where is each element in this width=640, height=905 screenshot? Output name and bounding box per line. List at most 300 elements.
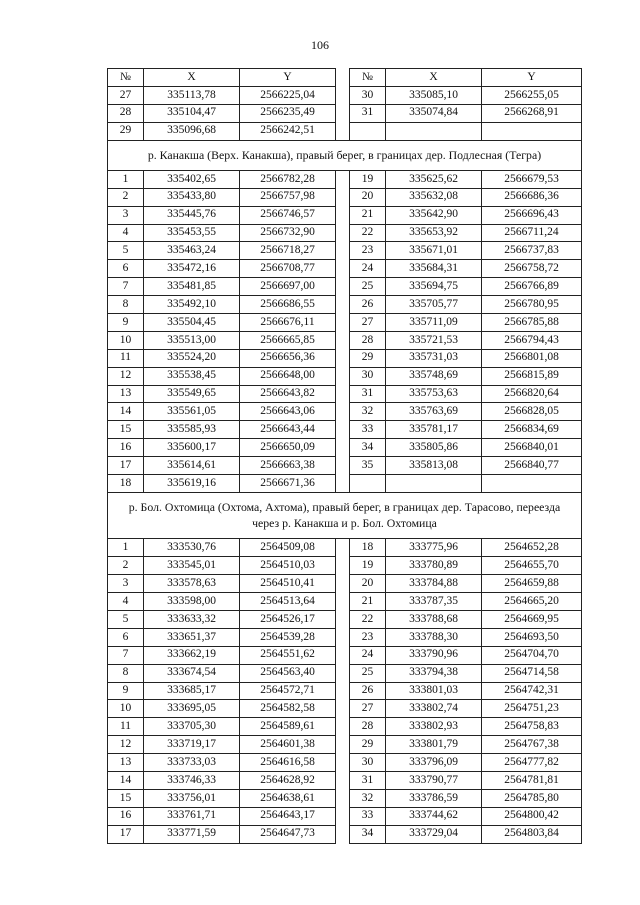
left-y-coordinate: 2566663,38 [240, 457, 336, 475]
right-point-number: 25 [350, 278, 386, 296]
right-point-number: 32 [350, 403, 386, 421]
left-x-coordinate: 333674,54 [144, 664, 240, 682]
right-y-coordinate: 2564704,70 [482, 646, 582, 664]
right-point-number: 29 [350, 349, 386, 367]
left-x-coordinate: 333695,05 [144, 700, 240, 718]
section-title-row [108, 140, 582, 170]
table-row [108, 104, 582, 122]
right-point-number: 30 [350, 367, 386, 385]
left-y-coordinate: 2564647,73 [240, 825, 336, 843]
right-y-coordinate: 2566794,43 [482, 331, 582, 349]
left-y-coordinate: 2566671,36 [240, 474, 336, 492]
right-y-coordinate: 2566820,64 [482, 385, 582, 403]
left-y-coordinate: 2566656,36 [240, 349, 336, 367]
left-x-coordinate: 333733,03 [144, 754, 240, 772]
column-gap [336, 771, 350, 789]
right-x-coordinate: 333775,96 [386, 539, 482, 557]
column-gap [336, 296, 350, 314]
left-x-coordinate: 333598,00 [144, 593, 240, 611]
left-y-coordinate: 2564628,92 [240, 771, 336, 789]
right-x-coordinate: 333788,30 [386, 628, 482, 646]
right-x-coordinate: 333802,74 [386, 700, 482, 718]
right-x-coordinate: 335813,08 [386, 457, 482, 475]
right-point-number: 24 [350, 260, 386, 278]
right-y-coordinate: 2564758,83 [482, 718, 582, 736]
right-point-number: 26 [350, 296, 386, 314]
left-x-coordinate: 335524,20 [144, 349, 240, 367]
table-row [108, 260, 582, 278]
right-y-coordinate: 2564659,88 [482, 575, 582, 593]
left-y-coordinate: 2566242,51 [240, 122, 336, 140]
left-point-number: 10 [108, 331, 144, 349]
right-x-coordinate: 333796,09 [386, 754, 482, 772]
right-point-number: 19 [350, 170, 386, 188]
table-row [108, 331, 582, 349]
column-gap [336, 457, 350, 475]
left-x-coordinate: 335113,78 [144, 86, 240, 104]
column-gap [336, 700, 350, 718]
right-x-coordinate: 335632,08 [386, 188, 482, 206]
right-x-coordinate: 335684,31 [386, 260, 482, 278]
table-row [108, 789, 582, 807]
right-y-coordinate: 2564767,38 [482, 736, 582, 754]
right-point-number: 34 [350, 825, 386, 843]
left-point-number: 2 [108, 188, 144, 206]
right-y-coordinate: 2564803,84 [482, 825, 582, 843]
table-row [108, 313, 582, 331]
right-point-number: 21 [350, 206, 386, 224]
left-y-coordinate: 2564526,17 [240, 610, 336, 628]
table-row [108, 457, 582, 475]
left-x-coordinate: 335504,45 [144, 313, 240, 331]
table-body [108, 86, 582, 843]
column-gap [336, 539, 350, 557]
table-row [108, 736, 582, 754]
left-x-coordinate: 335549,65 [144, 385, 240, 403]
right-point-number: 24 [350, 646, 386, 664]
empty-cell [482, 122, 582, 140]
left-y-coordinate: 2566686,55 [240, 296, 336, 314]
table-row [108, 610, 582, 628]
left-x-coordinate: 335481,85 [144, 278, 240, 296]
right-y-coordinate: 2564800,42 [482, 807, 582, 825]
right-y-coordinate: 2566785,88 [482, 313, 582, 331]
right-point-number: 29 [350, 736, 386, 754]
left-x-coordinate: 335538,45 [144, 367, 240, 385]
right-y-coordinate: 2566834,69 [482, 421, 582, 439]
left-x-coordinate: 333662,19 [144, 646, 240, 664]
right-point-number: 27 [350, 700, 386, 718]
left-x-coordinate: 335445,76 [144, 206, 240, 224]
left-point-number: 6 [108, 628, 144, 646]
right-x-coordinate: 335781,17 [386, 421, 482, 439]
left-point-number: 15 [108, 789, 144, 807]
left-y-coordinate: 2564582,58 [240, 700, 336, 718]
column-gap [336, 557, 350, 575]
left-point-number: 13 [108, 754, 144, 772]
left-y-coordinate: 2566643,44 [240, 421, 336, 439]
left-x-coordinate: 335402,65 [144, 170, 240, 188]
column-gap [336, 122, 350, 140]
left-x-coordinate: 335614,61 [144, 457, 240, 475]
right-point-number: 28 [350, 331, 386, 349]
right-x-coordinate: 335625,62 [386, 170, 482, 188]
right-x-coordinate: 335705,77 [386, 296, 482, 314]
right-point-number: 27 [350, 313, 386, 331]
right-point-number: 31 [350, 771, 386, 789]
table-row [108, 242, 582, 260]
left-x-coordinate: 335453,55 [144, 224, 240, 242]
right-x-coordinate: 333801,03 [386, 682, 482, 700]
column-gap [336, 86, 350, 104]
right-point-number: 23 [350, 242, 386, 260]
column-gap [336, 718, 350, 736]
right-x-coordinate: 333788,68 [386, 610, 482, 628]
right-x-coordinate: 335748,69 [386, 367, 482, 385]
left-y-coordinate: 2564601,38 [240, 736, 336, 754]
right-point-number: 23 [350, 628, 386, 646]
left-y-coordinate: 2566732,90 [240, 224, 336, 242]
right-y-coordinate: 2564669,95 [482, 610, 582, 628]
left-y-coordinate: 2564510,03 [240, 557, 336, 575]
right-point-number: 18 [350, 539, 386, 557]
left-y-coordinate: 2566648,00 [240, 367, 336, 385]
table-row [108, 403, 582, 421]
column-gap [336, 331, 350, 349]
table-row [108, 771, 582, 789]
right-point-number: 31 [350, 385, 386, 403]
header-y-left: Y [240, 69, 336, 87]
column-gap [336, 789, 350, 807]
left-y-coordinate: 2566708,77 [240, 260, 336, 278]
column-gap [336, 610, 350, 628]
left-point-number: 5 [108, 610, 144, 628]
right-x-coordinate: 335694,75 [386, 278, 482, 296]
left-point-number: 8 [108, 296, 144, 314]
column-gap [336, 278, 350, 296]
left-point-number: 1 [108, 539, 144, 557]
right-x-coordinate: 333786,59 [386, 789, 482, 807]
right-x-coordinate: 333784,88 [386, 575, 482, 593]
right-point-number: 30 [350, 86, 386, 104]
right-y-coordinate: 2564781,81 [482, 771, 582, 789]
header-x-right: X [386, 69, 482, 87]
right-y-coordinate: 2566737,83 [482, 242, 582, 260]
table-row [108, 825, 582, 843]
right-y-coordinate: 2566711,24 [482, 224, 582, 242]
left-point-number: 2 [108, 557, 144, 575]
right-y-coordinate: 2564777,82 [482, 754, 582, 772]
right-point-number: 22 [350, 610, 386, 628]
right-y-coordinate: 2566840,01 [482, 439, 582, 457]
left-x-coordinate: 335600,17 [144, 439, 240, 457]
right-x-coordinate: 335642,90 [386, 206, 482, 224]
left-x-coordinate: 333771,59 [144, 825, 240, 843]
right-y-coordinate: 2564714,58 [482, 664, 582, 682]
table-row [108, 170, 582, 188]
column-gap [336, 367, 350, 385]
table-row [108, 754, 582, 772]
section-title-row [108, 492, 582, 539]
left-x-coordinate: 335096,68 [144, 122, 240, 140]
right-y-coordinate: 2566679,53 [482, 170, 582, 188]
left-point-number: 12 [108, 736, 144, 754]
table-row [108, 367, 582, 385]
table-row [108, 718, 582, 736]
right-point-number: 31 [350, 104, 386, 122]
right-point-number: 32 [350, 789, 386, 807]
table-row [108, 557, 582, 575]
column-gap [336, 188, 350, 206]
column-gap [336, 260, 350, 278]
left-y-coordinate: 2566665,85 [240, 331, 336, 349]
left-y-coordinate: 2564509,08 [240, 539, 336, 557]
right-point-number: 25 [350, 664, 386, 682]
table-row [108, 86, 582, 104]
left-point-number: 16 [108, 439, 144, 457]
left-point-number: 3 [108, 206, 144, 224]
left-x-coordinate: 333545,01 [144, 557, 240, 575]
right-y-coordinate: 2566766,89 [482, 278, 582, 296]
right-x-coordinate: 333787,35 [386, 593, 482, 611]
right-x-coordinate: 335763,69 [386, 403, 482, 421]
column-gap [336, 206, 350, 224]
right-point-number: 22 [350, 224, 386, 242]
left-y-coordinate: 2566697,00 [240, 278, 336, 296]
right-point-number: 20 [350, 575, 386, 593]
left-y-coordinate: 2566225,04 [240, 86, 336, 104]
left-y-coordinate: 2566718,27 [240, 242, 336, 260]
left-point-number: 17 [108, 825, 144, 843]
left-point-number: 7 [108, 278, 144, 296]
left-point-number: 4 [108, 224, 144, 242]
left-y-coordinate: 2564616,58 [240, 754, 336, 772]
column-gap [336, 646, 350, 664]
table-row [108, 224, 582, 242]
right-x-coordinate: 335074,84 [386, 104, 482, 122]
section-title: р. Канакша (Верх. Канакша), правый берег, в границах дер. Подлесная (Тегра) [108, 140, 582, 170]
left-point-number: 10 [108, 700, 144, 718]
right-point-number: 33 [350, 421, 386, 439]
left-point-number: 11 [108, 718, 144, 736]
left-x-coordinate: 335463,24 [144, 242, 240, 260]
left-x-coordinate: 333530,76 [144, 539, 240, 557]
left-x-coordinate: 333756,01 [144, 789, 240, 807]
empty-cell [350, 122, 386, 140]
column-gap [336, 807, 350, 825]
left-point-number: 6 [108, 260, 144, 278]
left-point-number: 3 [108, 575, 144, 593]
header-num-left: № [108, 69, 144, 87]
column-gap [336, 242, 350, 260]
table-row [108, 700, 582, 718]
right-x-coordinate: 335731,03 [386, 349, 482, 367]
table-row [108, 122, 582, 140]
left-point-number: 5 [108, 242, 144, 260]
header-y-right: Y [482, 69, 582, 87]
left-y-coordinate: 2566650,09 [240, 439, 336, 457]
left-y-coordinate: 2564551,62 [240, 646, 336, 664]
right-y-coordinate: 2566255,05 [482, 86, 582, 104]
column-gap [336, 349, 350, 367]
right-y-coordinate: 2566758,72 [482, 260, 582, 278]
right-x-coordinate: 333790,96 [386, 646, 482, 664]
table-row [108, 385, 582, 403]
right-y-coordinate: 2564655,70 [482, 557, 582, 575]
left-y-coordinate: 2566757,98 [240, 188, 336, 206]
left-point-number: 14 [108, 403, 144, 421]
right-y-coordinate: 2564751,23 [482, 700, 582, 718]
column-gap [336, 170, 350, 188]
right-y-coordinate: 2566840,77 [482, 457, 582, 475]
table-row [108, 206, 582, 224]
left-y-coordinate: 2564563,40 [240, 664, 336, 682]
left-x-coordinate: 335472,16 [144, 260, 240, 278]
table-row [108, 628, 582, 646]
empty-cell [386, 474, 482, 492]
table-row [108, 349, 582, 367]
column-gap [336, 385, 350, 403]
left-point-number: 13 [108, 385, 144, 403]
right-x-coordinate: 335085,10 [386, 86, 482, 104]
left-y-coordinate: 2566746,57 [240, 206, 336, 224]
right-y-coordinate: 2564785,80 [482, 789, 582, 807]
right-x-coordinate: 333790,77 [386, 771, 482, 789]
right-x-coordinate: 333744,62 [386, 807, 482, 825]
left-x-coordinate: 335585,93 [144, 421, 240, 439]
column-gap [336, 593, 350, 611]
section-title: р. Бол. Охтомица (Охтома, Ахтома), правый берег, в границах дер. Тарасово, переезда через р. Канакша и р. Бол. Охтомица [108, 492, 582, 539]
right-x-coordinate: 335711,09 [386, 313, 482, 331]
left-point-number: 11 [108, 349, 144, 367]
left-y-coordinate: 2566782,28 [240, 170, 336, 188]
right-x-coordinate: 333801,79 [386, 736, 482, 754]
left-point-number: 16 [108, 807, 144, 825]
right-point-number: 33 [350, 807, 386, 825]
left-y-coordinate: 2564572,71 [240, 682, 336, 700]
left-y-coordinate: 2564510,41 [240, 575, 336, 593]
left-point-number: 29 [108, 122, 144, 140]
left-point-number: 8 [108, 664, 144, 682]
left-point-number: 14 [108, 771, 144, 789]
left-point-number: 27 [108, 86, 144, 104]
left-x-coordinate: 333705,30 [144, 718, 240, 736]
left-point-number: 9 [108, 682, 144, 700]
right-point-number: 19 [350, 557, 386, 575]
column-gap [336, 628, 350, 646]
coordinates-table [107, 68, 582, 844]
column-gap [336, 825, 350, 843]
left-y-coordinate: 2564638,61 [240, 789, 336, 807]
left-y-coordinate: 2566643,06 [240, 403, 336, 421]
left-x-coordinate: 335561,05 [144, 403, 240, 421]
table-row [108, 575, 582, 593]
table-row [108, 278, 582, 296]
column-gap [336, 439, 350, 457]
left-point-number: 4 [108, 593, 144, 611]
right-point-number: 20 [350, 188, 386, 206]
column-gap [336, 313, 350, 331]
left-point-number: 17 [108, 457, 144, 475]
column-gap [336, 664, 350, 682]
page-number: 106 [311, 38, 329, 52]
right-x-coordinate: 335753,63 [386, 385, 482, 403]
left-x-coordinate: 335104,47 [144, 104, 240, 122]
right-y-coordinate: 2564742,31 [482, 682, 582, 700]
empty-cell [482, 474, 582, 492]
column-gap [336, 736, 350, 754]
table-row [108, 439, 582, 457]
left-point-number: 12 [108, 367, 144, 385]
right-y-coordinate: 2566780,95 [482, 296, 582, 314]
left-x-coordinate: 333761,71 [144, 807, 240, 825]
left-point-number: 15 [108, 421, 144, 439]
table-row [108, 682, 582, 700]
right-x-coordinate: 333729,04 [386, 825, 482, 843]
column-gap [336, 69, 350, 87]
right-point-number: 34 [350, 439, 386, 457]
left-y-coordinate: 2564643,17 [240, 807, 336, 825]
left-point-number: 1 [108, 170, 144, 188]
right-y-coordinate: 2566268,91 [482, 104, 582, 122]
right-y-coordinate: 2566801,08 [482, 349, 582, 367]
table-row [108, 664, 582, 682]
table-row [108, 807, 582, 825]
column-gap [336, 682, 350, 700]
right-y-coordinate: 2564665,20 [482, 593, 582, 611]
left-y-coordinate: 2566643,82 [240, 385, 336, 403]
column-gap [336, 421, 350, 439]
left-x-coordinate: 335492,10 [144, 296, 240, 314]
right-x-coordinate: 333794,38 [386, 664, 482, 682]
empty-cell [350, 474, 386, 492]
left-y-coordinate: 2566676,11 [240, 313, 336, 331]
right-y-coordinate: 2564693,50 [482, 628, 582, 646]
right-y-coordinate: 2566696,43 [482, 206, 582, 224]
right-point-number: 30 [350, 754, 386, 772]
column-gap [336, 474, 350, 492]
right-x-coordinate: 333802,93 [386, 718, 482, 736]
left-y-coordinate: 2564589,61 [240, 718, 336, 736]
left-x-coordinate: 335513,00 [144, 331, 240, 349]
right-x-coordinate: 335721,53 [386, 331, 482, 349]
left-y-coordinate: 2564539,28 [240, 628, 336, 646]
header-x-left: X [144, 69, 240, 87]
right-y-coordinate: 2566815,89 [482, 367, 582, 385]
right-y-coordinate: 2564652,28 [482, 539, 582, 557]
left-x-coordinate: 333719,17 [144, 736, 240, 754]
header-num-right: № [350, 69, 386, 87]
table-row [108, 296, 582, 314]
right-x-coordinate: 335805,86 [386, 439, 482, 457]
left-y-coordinate: 2566235,49 [240, 104, 336, 122]
left-y-coordinate: 2564513,64 [240, 593, 336, 611]
column-gap [336, 104, 350, 122]
column-gap [336, 403, 350, 421]
right-x-coordinate: 335653,92 [386, 224, 482, 242]
left-x-coordinate: 333746,33 [144, 771, 240, 789]
left-point-number: 28 [108, 104, 144, 122]
right-y-coordinate: 2566828,05 [482, 403, 582, 421]
left-x-coordinate: 333633,32 [144, 610, 240, 628]
right-x-coordinate: 333780,89 [386, 557, 482, 575]
left-point-number: 18 [108, 474, 144, 492]
left-x-coordinate: 335619,16 [144, 474, 240, 492]
table-row [108, 474, 582, 492]
table-row [108, 646, 582, 664]
empty-cell [386, 122, 482, 140]
right-point-number: 35 [350, 457, 386, 475]
